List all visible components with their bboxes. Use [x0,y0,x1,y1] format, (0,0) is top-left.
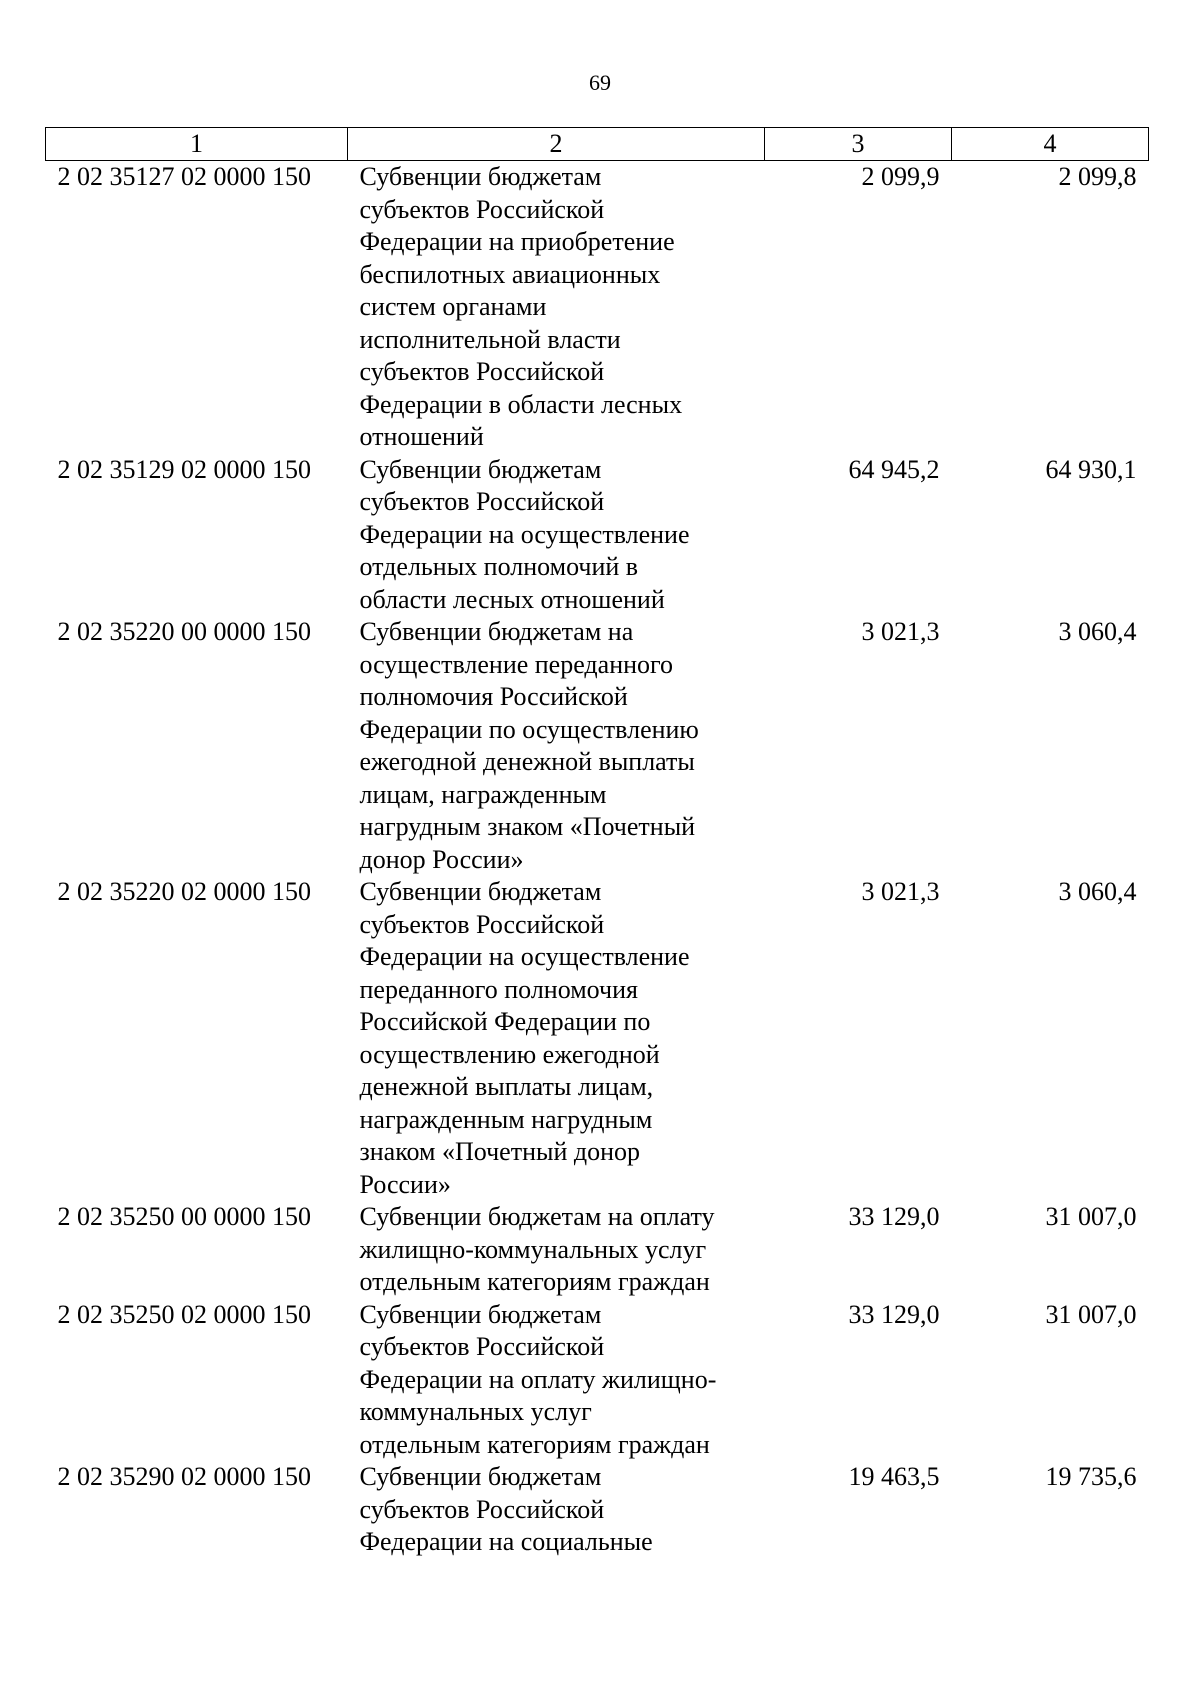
table-row [46,876,1149,1201]
row-value-col3: 3 021,3 [861,617,940,646]
row-description-line: субъектов Российской [359,357,605,386]
row-value-col4: 31 007,0 [1045,1202,1137,1231]
table-row [46,1461,1149,1559]
row-description-line: ежегодной денежной выплаты [359,747,695,776]
row-value-col3: 3 021,3 [861,877,940,906]
row-description-line: жилищно-коммунальных услуг [359,1234,707,1264]
row-description [348,876,765,1201]
row-description-line: полномочия Российской [359,682,628,711]
row-description-line: коммунальных услуг [359,1397,592,1426]
row-description-line: Субвенции бюджетам [359,1462,602,1491]
row-description-line: донор России» [359,844,524,874]
header-row [46,128,1149,161]
table-row [46,454,1149,617]
row-description-line: Субвенции бюджетам на оплату [359,1202,715,1231]
row-code: 2 02 35127 02 0000 150 [57,162,311,191]
row-description [348,616,765,876]
row-value-col3: 33 129,0 [848,1202,940,1231]
table-row [46,1299,1149,1462]
row-value-col4: 2 099,8 [1058,162,1137,191]
row-description-line: отдельных полномочий в [359,552,639,581]
header-col-4: 4 [952,128,1149,161]
row-description [348,1201,765,1299]
budget-table-container [45,127,1148,1559]
row-description [348,1461,765,1559]
row-description-line: Субвенции бюджетам на [359,617,634,646]
row-description-line: России» [359,1169,451,1199]
row-description-line: субъектов Российской [359,1332,605,1361]
row-code: 2 02 35250 02 0000 150 [57,1299,311,1329]
row-description-line: нагрудным знаком «Почетный [359,812,696,841]
table-header [46,128,1149,161]
row-description-line: Субвенции бюджетам [359,162,602,191]
row-value-col3: 64 945,2 [848,454,940,484]
row-description-line: лицам, награжденным [359,779,607,809]
row-description-line: переданного полномочия [359,974,638,1004]
table-row [46,616,1149,876]
header-col-2: 2 [348,128,765,161]
row-description-line: Федерации на социальные [359,1527,653,1556]
row-description-line: Федерации в области лесных [359,389,683,419]
row-description [348,454,765,617]
row-description [348,1299,765,1462]
row-value-col4: 3 060,4 [1058,877,1137,906]
budget-table [45,127,1149,1559]
header-col-1: 1 [46,128,348,161]
row-value-col3: 19 463,5 [848,1462,940,1491]
row-code: 2 02 35220 00 0000 150 [57,617,311,646]
row-description-line: награжденным нагрудным [359,1104,653,1134]
row-description-line: осуществление переданного [359,649,674,679]
table-row [46,1201,1149,1299]
row-code: 2 02 35129 02 0000 150 [57,454,311,484]
row-code: 2 02 35290 02 0000 150 [57,1462,311,1491]
row-value-col4: 19 735,6 [1045,1462,1137,1491]
row-description-line: Федерации на осуществление [359,519,690,549]
row-description-line: Федерации на приобретение [359,227,675,256]
row-description-line: Федерации по осуществлению [359,714,699,744]
row-description-line: Федерации на оплату жилищно- [359,1364,717,1394]
row-description-line: систем органами [359,292,547,321]
row-description-line: Российской Федерации по [359,1007,651,1036]
row-description-line: отдельным категориям граждан [359,1429,710,1459]
row-value-col3: 33 129,0 [848,1299,940,1329]
row-description-line: субъектов Российской [359,1494,605,1524]
row-code: 2 02 35220 02 0000 150 [57,877,311,906]
row-value-col4: 31 007,0 [1045,1299,1137,1329]
row-description-line: денежной выплаты лицам, [359,1072,654,1101]
row-description-line: субъектов Российской [359,909,605,939]
row-description-line: области лесных отношений [359,584,665,614]
table-row [46,161,1149,454]
row-description-line: отношений [359,422,484,451]
row-description-line: Субвенции бюджетам [359,1299,602,1329]
row-description-line: осуществлению ежегодной [359,1039,660,1069]
row-value-col3: 2 099,9 [861,162,940,191]
row-description [348,161,765,454]
page-number: 69 [589,70,611,95]
row-value-col4: 64 930,1 [1045,454,1137,484]
row-description-line: субъектов Российской [359,487,605,516]
row-value-col4: 3 060,4 [1058,617,1137,646]
table-body [46,161,1149,1559]
row-description-line: Субвенции бюджетам [359,454,602,484]
row-description-line: отдельным категориям граждан [359,1267,710,1296]
row-description-line: Федерации на осуществление [359,942,690,971]
row-description-line: исполнительной власти [359,324,621,354]
row-description-line: беспилотных авиационных [359,259,661,289]
row-description-line: Субвенции бюджетам [359,877,602,906]
header-col-3: 3 [765,128,952,161]
row-description-line: субъектов Российской [359,194,605,224]
row-description-line: знаком «Почетный донор [359,1137,641,1166]
row-code: 2 02 35250 00 0000 150 [57,1202,311,1231]
